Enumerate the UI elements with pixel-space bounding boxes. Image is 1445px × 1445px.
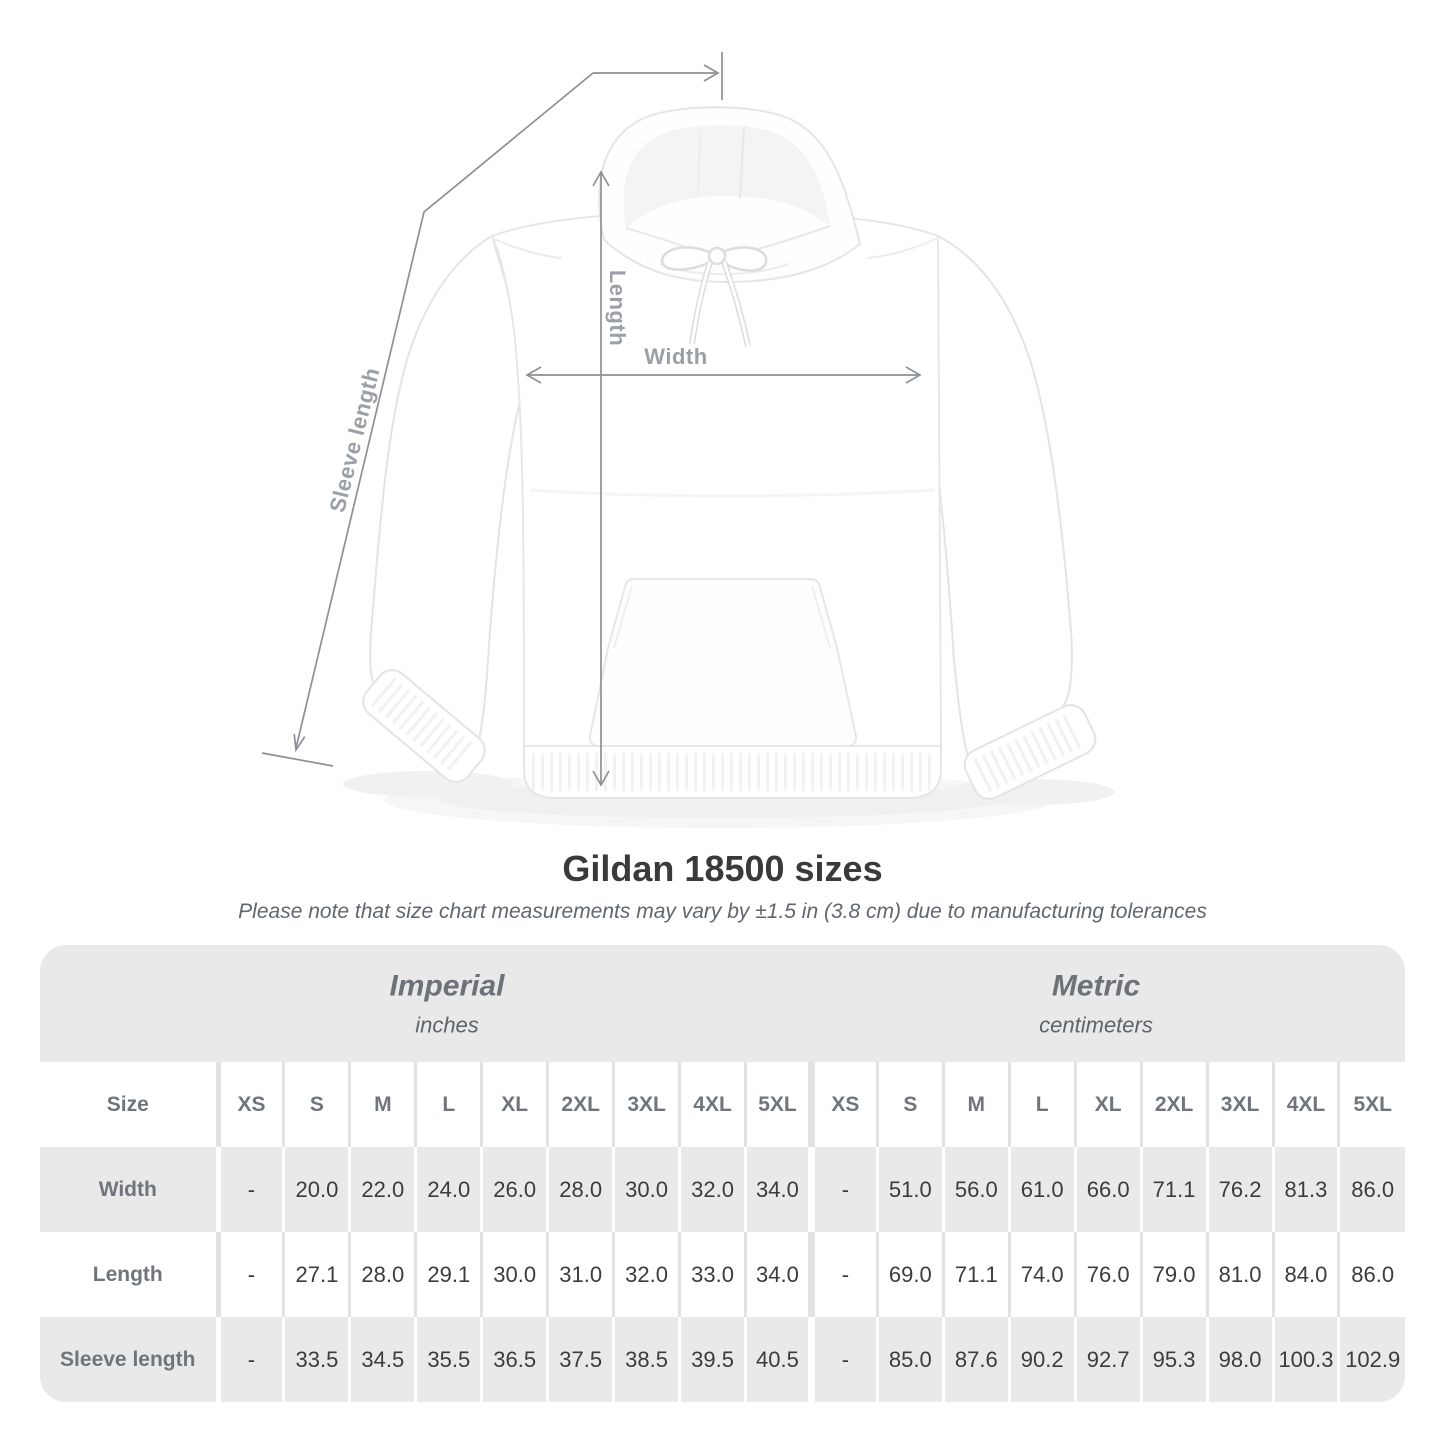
value-cell: 81.0 (1207, 1232, 1273, 1317)
value-cell: 84.0 (1273, 1232, 1339, 1317)
imperial-unit-header (389, 969, 504, 1038)
size-col-header: S (284, 1062, 350, 1147)
size-corner-header: Size (106, 1092, 149, 1116)
value-cell: 51.0 (877, 1147, 943, 1232)
metric-label: Metric (1051, 969, 1141, 1002)
value-cell: 74.0 (1009, 1232, 1075, 1317)
value-cell: 98.0 (1207, 1317, 1273, 1402)
value-cell: 100.3 (1273, 1317, 1339, 1402)
value-cell: 32.0 (614, 1232, 680, 1317)
tolerance-note: Please note that size chart measurements may vary by ±1.5 in (3.8 cm) due to manufacturing tolerances (238, 900, 1207, 923)
value-cell: 28.0 (548, 1147, 614, 1232)
value-cell: 20.0 (284, 1147, 350, 1232)
sleeve-length-measure-label: Sleeve length (324, 364, 385, 515)
value-cell: 32.0 (680, 1147, 746, 1232)
size-table-card (40, 945, 1405, 1402)
value-cell: 102.9 (1339, 1317, 1405, 1402)
size-col-header: 3XL (1207, 1062, 1273, 1147)
value-cell: 56.0 (943, 1147, 1009, 1232)
size-col-header: 5XL (746, 1062, 812, 1147)
size-col-header: 2XL (1141, 1062, 1207, 1147)
hoodie-pocket (590, 579, 856, 746)
value-cell: 61.0 (1009, 1147, 1075, 1232)
table-row-length (40, 1232, 1405, 1317)
size-col-header: XS (218, 1062, 284, 1147)
value-cell: 81.3 (1273, 1147, 1339, 1232)
size-col-header: XL (1075, 1062, 1141, 1147)
row-label: Width (98, 1177, 157, 1201)
unit-header-band (40, 945, 1405, 1062)
value-cell: 31.0 (548, 1232, 614, 1317)
metric-unit: centimeters (1039, 1012, 1153, 1037)
value-cell: - (811, 1317, 877, 1402)
length-measure-label: Length (605, 269, 630, 347)
value-cell: - (811, 1147, 877, 1232)
table-row-width (40, 1147, 1405, 1232)
size-measurements-table (40, 1062, 1405, 1402)
value-cell: 85.0 (877, 1317, 943, 1402)
value-cell: 40.5 (746, 1317, 812, 1402)
row-label: Sleeve length (60, 1347, 196, 1371)
value-cell: 27.1 (284, 1232, 350, 1317)
value-cell: 34.0 (746, 1232, 812, 1317)
row-label: Length (92, 1262, 163, 1286)
value-cell: 71.1 (1141, 1147, 1207, 1232)
value-cell: 86.0 (1339, 1147, 1405, 1232)
size-col-header: XS (811, 1062, 877, 1147)
value-cell: 30.0 (614, 1147, 680, 1232)
value-cell: 90.2 (1009, 1317, 1075, 1402)
size-col-header: L (416, 1062, 482, 1147)
value-cell: 36.5 (482, 1317, 548, 1402)
value-cell: 28.0 (350, 1232, 416, 1317)
value-cell: 92.7 (1075, 1317, 1141, 1402)
value-cell: - (811, 1232, 877, 1317)
value-cell: 76.0 (1075, 1232, 1141, 1317)
value-cell: 37.5 (548, 1317, 614, 1402)
size-col-header: S (877, 1062, 943, 1147)
value-cell: 38.5 (614, 1317, 680, 1402)
size-header-row (40, 1062, 1405, 1147)
value-cell: 24.0 (416, 1147, 482, 1232)
value-cell: 33.0 (680, 1232, 746, 1317)
size-col-header: XL (482, 1062, 548, 1147)
table-row-sleeve-length (40, 1317, 1405, 1402)
value-cell: 69.0 (877, 1232, 943, 1317)
value-cell: 95.3 (1141, 1317, 1207, 1402)
value-cell: 26.0 (482, 1147, 548, 1232)
metric-unit-header (1039, 969, 1153, 1038)
value-cell: 71.1 (943, 1232, 1009, 1317)
value-cell: 87.6 (943, 1317, 1009, 1402)
size-col-header: 4XL (1273, 1062, 1339, 1147)
value-cell: 34.0 (746, 1147, 812, 1232)
value-cell: 79.0 (1141, 1232, 1207, 1317)
value-cell: 76.2 (1207, 1147, 1273, 1232)
size-col-header: M (350, 1062, 416, 1147)
size-col-header: 2XL (548, 1062, 614, 1147)
size-col-header: M (943, 1062, 1009, 1147)
value-cell: 34.5 (350, 1317, 416, 1402)
value-cell: 86.0 (1339, 1232, 1405, 1317)
value-cell: 35.5 (416, 1317, 482, 1402)
imperial-unit: inches (415, 1012, 479, 1037)
hoodie-hem (524, 746, 941, 798)
size-col-header: 4XL (680, 1062, 746, 1147)
value-cell: - (218, 1317, 284, 1402)
value-cell: - (218, 1147, 284, 1232)
imperial-label: Imperial (389, 969, 505, 1002)
size-col-header: L (1009, 1062, 1075, 1147)
value-cell: 66.0 (1075, 1147, 1141, 1232)
size-col-header: 5XL (1339, 1062, 1405, 1147)
size-col-header: 3XL (614, 1062, 680, 1147)
width-measure-label: Width (644, 344, 708, 369)
value-cell: 22.0 (350, 1147, 416, 1232)
value-cell: 39.5 (680, 1317, 746, 1402)
value-cell: - (218, 1232, 284, 1317)
page-title: Gildan 18500 sizes (562, 848, 883, 889)
value-cell: 33.5 (284, 1317, 350, 1402)
value-cell: 29.1 (416, 1232, 482, 1317)
value-cell: 30.0 (482, 1232, 548, 1317)
